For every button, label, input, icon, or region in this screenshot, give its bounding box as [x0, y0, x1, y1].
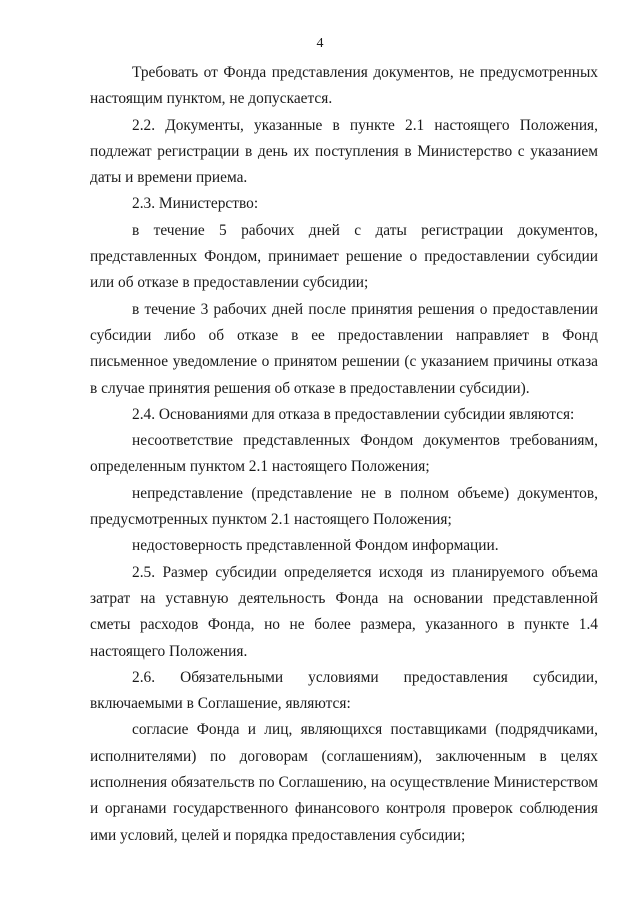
paragraph-2-5-subsidy-amount: 2.5. Размер субсидии определяется исходя из планируемого объема затрат на уставную деятельность Фонда на основании представленной сметы расходов Фонда, но не более размера, указанного в пункте 1.4 настоящего Положения.	[90, 563, 598, 660]
paragraph-2-4-refusal-grounds: 2.4. Основаниями для отказа в предоставлении субсидии являются:	[132, 405, 575, 423]
paragraph-consent-to-audits: согласие Фонда и лиц, являющихся поставщиками (подрядчиками, исполнителями) по договорам (соглашениям), заключенным в целях исполнения обязательств по Соглашению, на осуществление Министерством и органами государственного финансового контроля проверок соблюдения ими условий, целей и порядка предоставления субсидии;	[90, 721, 598, 844]
paragraph-inaccuracy: недостоверность представленной Фондом информации.	[132, 537, 499, 555]
paragraph-2-3-ministry: 2.3. Министерство:	[132, 195, 259, 213]
paragraph-nonsubmission: непредставление (представление не в полном объеме) документов, предусмотренных пунктом 2.1 настоящего Положения;	[90, 484, 598, 529]
document-body	[90, 60, 598, 849]
paragraph-documents-not-required: Требовать от Фонда представления документов, не предусмотренных настоящим пунктом, не допускается.	[90, 64, 598, 108]
page-number: 4	[316, 36, 324, 51]
paragraph-notification-3-days: в течение 3 рабочих дней после принятия решения о предоставлении субсидии либо об отказе в ее предоставлении направляет в Фонд письменное уведомление о принятом решении (с указанием причины отказа в случае принятия решения об отказе в предоставлении субсидии).	[90, 300, 598, 397]
paragraph-nonconformity: несоответствие представленных Фондом документов требованиям, определенным пунктом 2.1 настоящего Положения;	[90, 432, 598, 476]
paragraph-2-6-mandatory-conditions: 2.6. Обязательными условиями предоставления субсидии, включаемыми в Соглашение, являются:	[90, 668, 598, 713]
paragraph-2-2-registration: 2.2. Документы, указанные в пункте 2.1 настоящего Положения, подлежат регистрации в день их поступления в Министерство с указанием даты и времени приема.	[90, 116, 598, 187]
paragraph-decision-5-days: в течение 5 рабочих дней с даты регистрации документов, представленных Фондом, принимает решение о предоставлении субсидии или об отказе в предоставлении субсидии;	[90, 221, 598, 292]
